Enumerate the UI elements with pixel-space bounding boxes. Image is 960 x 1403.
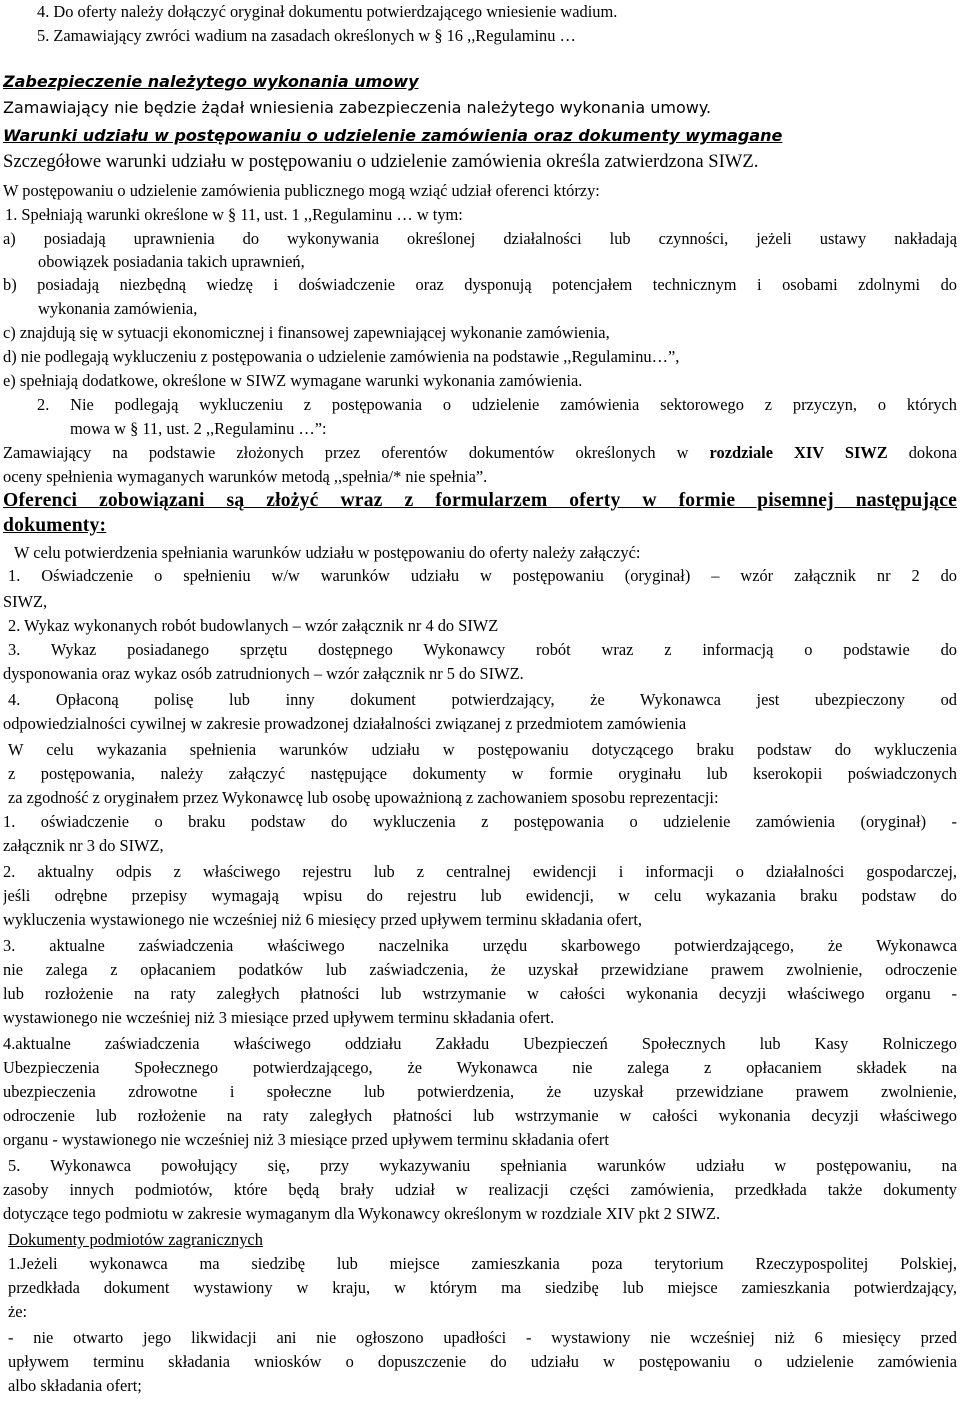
list-item: 4.aktualne zaświadczenia właściwego oddziału Zakładu Ubezpieczeń Społecznych lub Kasy Rolniczego	[3, 1034, 957, 1053]
list-item: 3. Wykaz posiadanego sprzętu dostępnego Wykonawcy robót wraz z informacją o podstawie do	[8, 640, 957, 659]
list-item-continuation: odroczenie lub rozłożenie na raty zaległych płatności lub wstrzymanie w całości wykonania decyzji właściwego	[3, 1106, 957, 1125]
list-item-continuation: jeśli odrębne przepisy wymagają wpisu do rejestru lub ewidencji, w celu wykazania braku podstaw do	[3, 886, 957, 905]
paragraph-line: z postępowania, należy załączyć następujące dokumenty w formie oryginału lub kserokopii poświadczonych	[8, 764, 957, 783]
list-item-continuation: wykluczenia wystawionego nie wcześniej niż 6 miesięcy przed upływem terminu składania ofert,	[3, 910, 643, 929]
list-item-continuation: nie zalega z opłacaniem podatków lub zaświadczenia, że uzyskał przewidziane prawem zwolnienie, odroczenie	[3, 960, 957, 979]
list-item-continuation: organu - wystawionego nie wcześniej niż 3 miesiące przed upływem terminu składania ofert	[3, 1130, 609, 1149]
list-item-continuation: zasoby innych podmiotów, które będą brały udział w realizacji części zamówienia, przedkłada także dokumenty	[3, 1180, 957, 1199]
paragraph-line: W celu wykazania spełnienia warunków udziału w postępowaniu dotyczącego braku podstaw do wykluczenia	[8, 740, 957, 759]
paragraph-line: przedkłada dokument wystawiony w kraju, w którym ma siedzibę lub miejsce zamieszkania potwierdzający,	[8, 1278, 957, 1297]
list-item: 2. Nie podlegają wykluczeniu z postępowania o udzielenie zamówienia sektorowego z przyczyn, o których	[37, 395, 957, 414]
paragraph-line: 1.Jeżeli wykonawca ma siedzibę lub miejsce zamieszkania poza terytorium Rzeczypospolitej Polskiej,	[8, 1254, 957, 1273]
list-item: c) znajdują się w sytuacji ekonomicznej i finansowej zapewniającej wykonanie zamówienia,	[3, 323, 610, 342]
section-heading-required-documents: Oferenci zobowiązani są złożyć wraz z formularzem oferty w formie pisemnej następujące	[3, 490, 957, 511]
list-item: b) posiadają niezbędną wiedzę i doświadczenie oraz dysponują potencjałem technicznym i osobami zdolnymi do	[3, 275, 957, 294]
text-span-bold: rozdziale XIV SIWZ	[709, 443, 888, 462]
list-item: 4. Opłaconą polisę lub inny dokument potwierdzający, że Wykonawca jest ubezpieczony od	[8, 690, 957, 709]
list-item: 2. aktualny odpis z właściwego rejestru lub z centralnej ewidencji i informacji o działalności gospodarczej,	[3, 862, 957, 881]
list-item-continuation: dysponowania oraz wykaz osób zatrudnionych – wzór załącznik nr 5 do SIWZ.	[3, 664, 524, 683]
list-item: a) posiadają uprawnienia do wykonywania określonej działalności lub czynności, jeżeli ustawy nakładają	[3, 229, 957, 248]
list-item: 1. Spełniają warunki określone w § 11, ust. 1 ,,Regulaminu … w tym:	[5, 205, 463, 224]
section-heading-participation-conditions: Warunki udziału w postępowaniu o udzielenie zamówienia oraz dokumenty wymagane	[3, 126, 783, 145]
paragraph-line	[3, 441, 957, 465]
list-item: 5. Wykonawca powołujący się, przy wykazywaniu spełniania warunków udziału w postępowaniu, na	[8, 1156, 957, 1175]
list-item-continuation: wystawionego nie wcześniej niż 3 miesiące przed upływem terminu składania ofert.	[3, 1008, 555, 1027]
paragraph-line: Zamawiający nie będzie żądał wniesienia zabezpieczenia należytego wykonania umowy.	[3, 98, 712, 117]
list-item-continuation: mowa w § 11, ust. 2 ,,Regulaminu …”:	[70, 419, 327, 438]
section-heading-foreign-entities: Dokumenty podmiotów zagranicznych	[8, 1230, 263, 1249]
text-span: dokona	[908, 443, 957, 462]
list-item: 1. Oświadczenie o spełnieniu w/w warunków udziału w postępowaniu (oryginał) – wzór załącznik nr 2 do	[8, 566, 957, 585]
text-span: Zamawiający na podstawie złożonych przez oferentów dokumentów określonych w	[3, 443, 689, 462]
paragraph-line: oceny spełnienia wymaganych warunków metodą ,,spełnia/* nie spełnia”.	[3, 467, 488, 486]
paragraph-line: za zgodność z oryginałem przez Wykonawcę lub osobę upoważnioną z zachowaniem sposobu reprezentacji:	[8, 788, 719, 807]
list-item: e) spełniają dodatkowe, określone w SIWZ wymagane warunki wykonania zamówienia.	[3, 371, 583, 390]
paragraph-line: W postępowaniu o udzielenie zamówienia publicznego mogą wziąć udział oferenci którzy:	[3, 181, 600, 200]
paragraph-line: W celu potwierdzenia spełniania warunków udziału w postępowaniu do oferty należy załączyć:	[14, 543, 641, 562]
list-item-continuation: Ubezpieczenia Społecznego potwierdzającego, że Wykonawca nie zalega z opłacaniem składek na	[3, 1058, 957, 1077]
list-item-continuation: wykonania zamówienia,	[38, 299, 198, 318]
list-item: 1. oświadczenie o braku podstaw do wykluczenia z postępowania o udzielenie zamówienia (oryginał) -	[3, 812, 957, 831]
list-item: d) nie podlegają wykluczeniu z postępowania o udzielenie zamówienia na podstawie ,,Regulaminu…”,	[3, 347, 680, 366]
paragraph-line: Szczegółowe warunki udziału w postępowaniu o udzielenie zamówienia określa zatwierdzona SIWZ.	[3, 151, 759, 172]
paragraph-line: że:	[8, 1302, 28, 1321]
list-item-continuation: obowiązek posiadania takich uprawnień,	[38, 252, 305, 271]
section-heading-performance-security: Zabezpieczenie należytego wykonania umowy	[3, 72, 419, 91]
list-item-continuation: załącznik nr 3 do SIWZ,	[3, 836, 164, 855]
paragraph-line: albo składania ofert;	[8, 1376, 142, 1395]
list-item: 3. aktualne zaświadczenia właściwego naczelnika urzędu skarbowego potwierdzającego, że Wykonawca	[3, 936, 957, 955]
paragraph-line: 4. Do oferty należy dołączyć oryginał dokumentu potwierdzającego wniesienie wadium.	[37, 2, 618, 21]
paragraph-line: 5. Zamawiający zwróci wadium na zasadach określonych w § 16 ,,Regulaminu …	[37, 26, 576, 45]
section-heading-required-documents-cont: dokumenty:	[3, 515, 107, 536]
list-item-continuation: lub rozłożenie na raty zaległych płatności lub wstrzymanie w całości wykonania decyzji właściwego organu -	[3, 984, 957, 1003]
list-item-continuation: odpowiedzialności cywilnej w zakresie prowadzonej działalności związanej z przedmiotem zamówienia	[3, 714, 687, 733]
list-item-continuation: SIWZ,	[3, 592, 48, 611]
paragraph-line: upływem terminu składania wniosków o dopuszczenie do udziału w postępowaniu o udzielenie zamówienia	[8, 1352, 957, 1371]
list-item: 2. Wykaz wykonanych robót budowlanych – wzór załącznik nr 4 do SIWZ	[8, 616, 499, 635]
paragraph-line: - nie otwarto jego likwidacji ani nie ogłoszono upadłości - wystawiony nie wcześniej niż 6 miesięcy przed	[8, 1328, 957, 1347]
list-item-continuation: dotyczące tego podmiotu w zakresie wymaganym dla Wykonawcy określonym w rozdziale XIV pkt 2 SIWZ.	[3, 1204, 721, 1223]
list-item-continuation: ubezpieczenia zdrowotne i społeczne lub potwierdzenia, że uzyskał przewidziane prawem zwolnienie,	[3, 1082, 957, 1101]
